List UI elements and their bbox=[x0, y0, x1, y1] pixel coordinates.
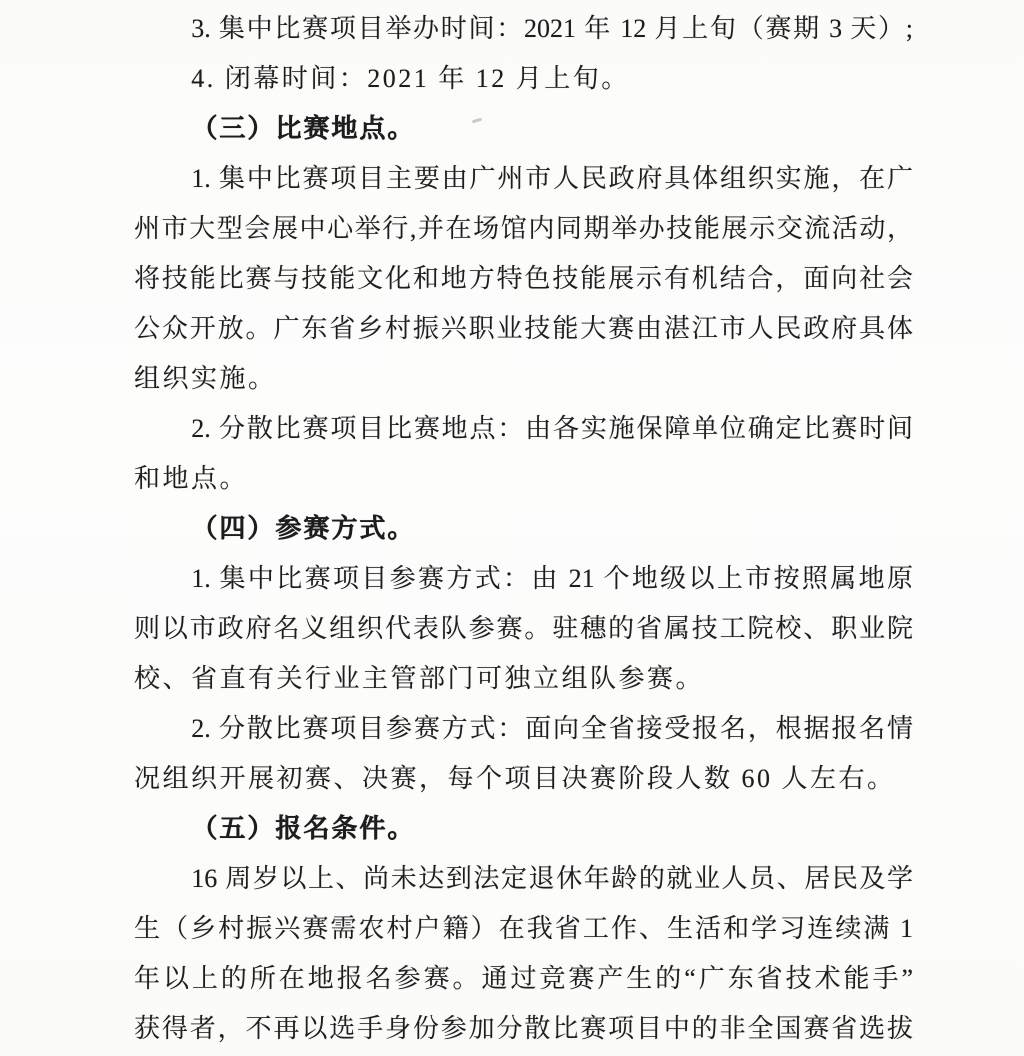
document-line: 2. 分散比赛项目比赛地点：由各实施保障单位确定比赛时间 bbox=[191, 414, 913, 443]
document-body bbox=[134, 4, 913, 1054]
document-line: 将技能比赛与技能文化和地方特色技能展示有机结合，面向社会 bbox=[134, 264, 913, 293]
document-line: 1. 集中比赛项目主要由广州市人民政府具体组织实施，在广 bbox=[191, 164, 913, 193]
document-line: 年以上的所在地报名参赛。通过竞赛产生的“广东省技术能手” bbox=[134, 964, 913, 993]
document-line: 则以市政府名义组织代表队参赛。驻穗的省属技工院校、职业院 bbox=[134, 614, 913, 643]
document-line: 生（乡村振兴赛需农村户籍）在我省工作、生活和学习连续满 1 bbox=[134, 914, 913, 943]
document-line: 16 周岁以上、尚未达到法定退休年龄的就业人员、居民及学 bbox=[191, 864, 913, 893]
document-line: 况组织开展初赛、决赛，每个项目决赛阶段人数 60 人左右。 bbox=[134, 764, 896, 793]
document-line: 1. 集中比赛项目参赛方式：由 21 个地级以上市按照属地原 bbox=[191, 564, 913, 593]
document-line: 4. 闭幕时间：2021 年 12 月上旬。 bbox=[191, 64, 630, 93]
document-line: 州市大型会展中心举行,并在场馆内同期举办技能展示交流活动， bbox=[134, 214, 913, 243]
document-line: 获得者，不再以选手身份参加分散比赛项目中的非全国赛省选拔 bbox=[134, 1014, 913, 1043]
document-line: 和地点。 bbox=[134, 464, 249, 493]
document-line: 2. 分散比赛项目参赛方式：面向全省接受报名，根据报名情 bbox=[191, 714, 913, 743]
section-heading: （三）比赛地点。 bbox=[191, 114, 416, 143]
section-heading: （四）参赛方式。 bbox=[191, 514, 416, 543]
document-line: 公众开放。广东省乡村振兴职业技能大赛由湛江市人民政府具体 bbox=[134, 314, 913, 343]
section-heading: （五）报名条件。 bbox=[191, 814, 416, 843]
document-line: 3. 集中比赛项目举办时间：2021 年 12 月上旬（赛期 3 天）; bbox=[191, 14, 913, 43]
document-line: 校、省直有关行业主管部门可独立组队参赛。 bbox=[134, 664, 705, 693]
document-line: 组织实施。 bbox=[134, 364, 277, 393]
